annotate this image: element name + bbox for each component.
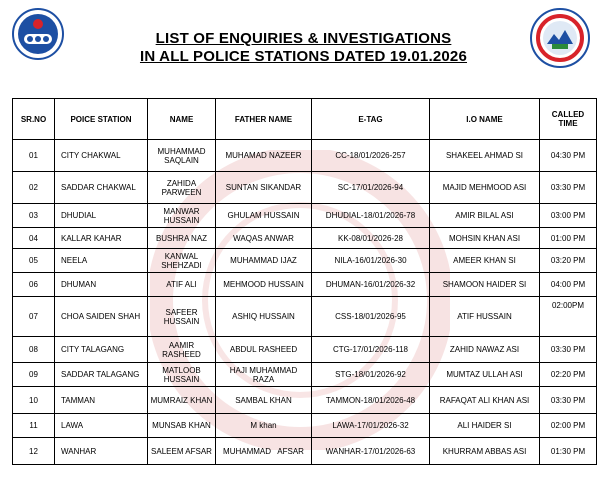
cell-station: KALLAR KAHAR [55, 228, 148, 249]
cell-io-name: RAFAQAT ALI KHAN ASI [430, 387, 540, 414]
cell-io-name: MUMTAZ ULLAH ASI [430, 363, 540, 387]
cell-name: ATIF ALI [148, 273, 216, 297]
cell-io-name: AMEER KHAN SI [430, 249, 540, 273]
cell-station: SADDAR CHAKWAL [55, 172, 148, 204]
cell-called-time: 03:00 PM [540, 204, 597, 228]
cell-etag: STG-18/01/2026-92 [312, 363, 430, 387]
enquiries-table [12, 98, 597, 465]
cell-name: SALEEM AFSAR [148, 438, 216, 465]
cell-station: CHOA SAIDEN SHAH [55, 297, 148, 337]
col-header-io-name: I.O NAME [430, 99, 540, 140]
cell-father-name: MEHMOOD HUSSAIN [216, 273, 312, 297]
cell-sr: 09 [13, 363, 55, 387]
table-row [13, 337, 597, 363]
cell-etag: SC-17/01/2026-94 [312, 172, 430, 204]
col-header-called-time: CALLED TIME [540, 99, 597, 140]
cell-etag: WANHAR-17/01/2026-63 [312, 438, 430, 465]
cell-sr: 08 [13, 337, 55, 363]
cell-station: SADDAR TALAGANG [55, 363, 148, 387]
cell-name: KANWAL SHEHZADI [148, 249, 216, 273]
cell-sr: 07 [13, 297, 55, 337]
table-row [13, 273, 597, 297]
cell-called-time: 04:00 PM [540, 273, 597, 297]
cell-called-time: 02:00PM [540, 297, 597, 337]
cell-io-name: SHAMOON HAIDER SI [430, 273, 540, 297]
cell-sr: 12 [13, 438, 55, 465]
cell-station: DHUMAN [55, 273, 148, 297]
cell-sr: 04 [13, 228, 55, 249]
cell-name: MATLOOB HUSSAIN [148, 363, 216, 387]
cell-father-name: WAQAS ANWAR [216, 228, 312, 249]
table-row [13, 140, 597, 172]
document-subtitle: IN ALL POLICE STATIONS DATED 19.01.2026 [139, 48, 468, 65]
cell-name: MUNSAB KHAN [148, 414, 216, 438]
cell-father-name: ABDUL RASHEED [216, 337, 312, 363]
cell-name: MUHAMMAD SAQLAIN [148, 140, 216, 172]
cell-name: SAFEER HUSSAIN [148, 297, 216, 337]
table-row [13, 387, 597, 414]
cell-etag: DHUMAN-16/01/2026-32 [312, 273, 430, 297]
cell-called-time: 02:00 PM [540, 414, 597, 438]
cell-io-name: SHAKEEL AHMAD SI [430, 140, 540, 172]
table-row [13, 297, 597, 337]
cell-called-time: 01:00 PM [540, 228, 597, 249]
cell-father-name: MUHAMMAD IJAZ [216, 249, 312, 273]
cell-sr: 11 [13, 414, 55, 438]
cell-station: WANHAR [55, 438, 148, 465]
cell-sr: 10 [13, 387, 55, 414]
cell-name: ZAHIDA PARWEEN [148, 172, 216, 204]
col-header-father-name: FATHER NAME [216, 99, 312, 140]
cell-father-name: MUHAMMAD AFSAR [216, 438, 312, 465]
cell-io-name: ZAHID NAWAZ ASI [430, 337, 540, 363]
cell-station: CITY CHAKWAL [55, 140, 148, 172]
cell-called-time: 04:30 PM [540, 140, 597, 172]
cell-father-name: M khan [216, 414, 312, 438]
cell-etag: LAWA-17/01/2026-32 [312, 414, 430, 438]
cell-station: TAMMAN [55, 387, 148, 414]
cell-etag: TAMMON-18/01/2026-48 [312, 387, 430, 414]
cell-etag: CSS-18/01/2026-95 [312, 297, 430, 337]
col-header-station: POICE STATION [55, 99, 148, 140]
table-row [13, 363, 597, 387]
cell-name: MUMRAIZ KHAN [148, 387, 216, 414]
cell-etag: CC-18/01/2026-257 [312, 140, 430, 172]
col-header-etag: E-TAG [312, 99, 430, 140]
cell-called-time: 02:20 PM [540, 363, 597, 387]
table-row [13, 249, 597, 273]
table-row [13, 414, 597, 438]
cell-sr: 05 [13, 249, 55, 273]
table-row [13, 228, 597, 249]
table-header-row [13, 99, 597, 140]
cell-sr: 06 [13, 273, 55, 297]
cell-called-time: 03:30 PM [540, 172, 597, 204]
cell-called-time: 03:20 PM [540, 249, 597, 273]
col-header-name: NAME [148, 99, 216, 140]
table-row [13, 204, 597, 228]
table-row [13, 172, 597, 204]
cell-sr: 02 [13, 172, 55, 204]
document-title: LIST OF ENQUIRIES & INVESTIGATIONS [155, 30, 452, 47]
cell-etag: KK-08/01/2026-28 [312, 228, 430, 249]
cell-io-name: AMIR BILAL ASI [430, 204, 540, 228]
cell-io-name: KHURRAM ABBAS ASI [430, 438, 540, 465]
cell-father-name: SUNTAN SIKANDAR [216, 172, 312, 204]
cell-io-name: MAJID MEHMOOD ASI [430, 172, 540, 204]
cell-station: CITY TALAGANG [55, 337, 148, 363]
cell-sr: 01 [13, 140, 55, 172]
cell-name: BUSHRA NAZ [148, 228, 216, 249]
cell-name: MANWAR HUSSAIN [148, 204, 216, 228]
cell-io-name: MOHSIN KHAN ASI [430, 228, 540, 249]
cell-station: LAWA [55, 414, 148, 438]
cell-father-name: ASHIQ HUSSAIN [216, 297, 312, 337]
cell-station: DHUDIAL [55, 204, 148, 228]
cell-father-name: SAMBAL KHAN [216, 387, 312, 414]
table-row [13, 438, 597, 465]
cell-called-time: 03:30 PM [540, 387, 597, 414]
cell-called-time: 01:30 PM [540, 438, 597, 465]
cell-etag: DHUDIAL-18/01/2026-78 [312, 204, 430, 228]
col-header-sr: SR.NO [13, 99, 55, 140]
cell-io-name: ATIF HUSSAIN [430, 297, 540, 337]
cell-father-name: GHULAM HUSSAIN [216, 204, 312, 228]
cell-etag: CTG-17/01/2026-118 [312, 337, 430, 363]
cell-station: NEELA [55, 249, 148, 273]
cell-sr: 03 [13, 204, 55, 228]
cell-io-name: ALI HAIDER SI [430, 414, 540, 438]
cell-father-name: MUHAMAD NAZEER [216, 140, 312, 172]
cell-called-time: 03:30 PM [540, 337, 597, 363]
cell-etag: NILA-16/01/2026-30 [312, 249, 430, 273]
cell-father-name: HAJI MUHAMMAD RAZA [216, 363, 312, 387]
cell-name: AAMIR RASHEED [148, 337, 216, 363]
